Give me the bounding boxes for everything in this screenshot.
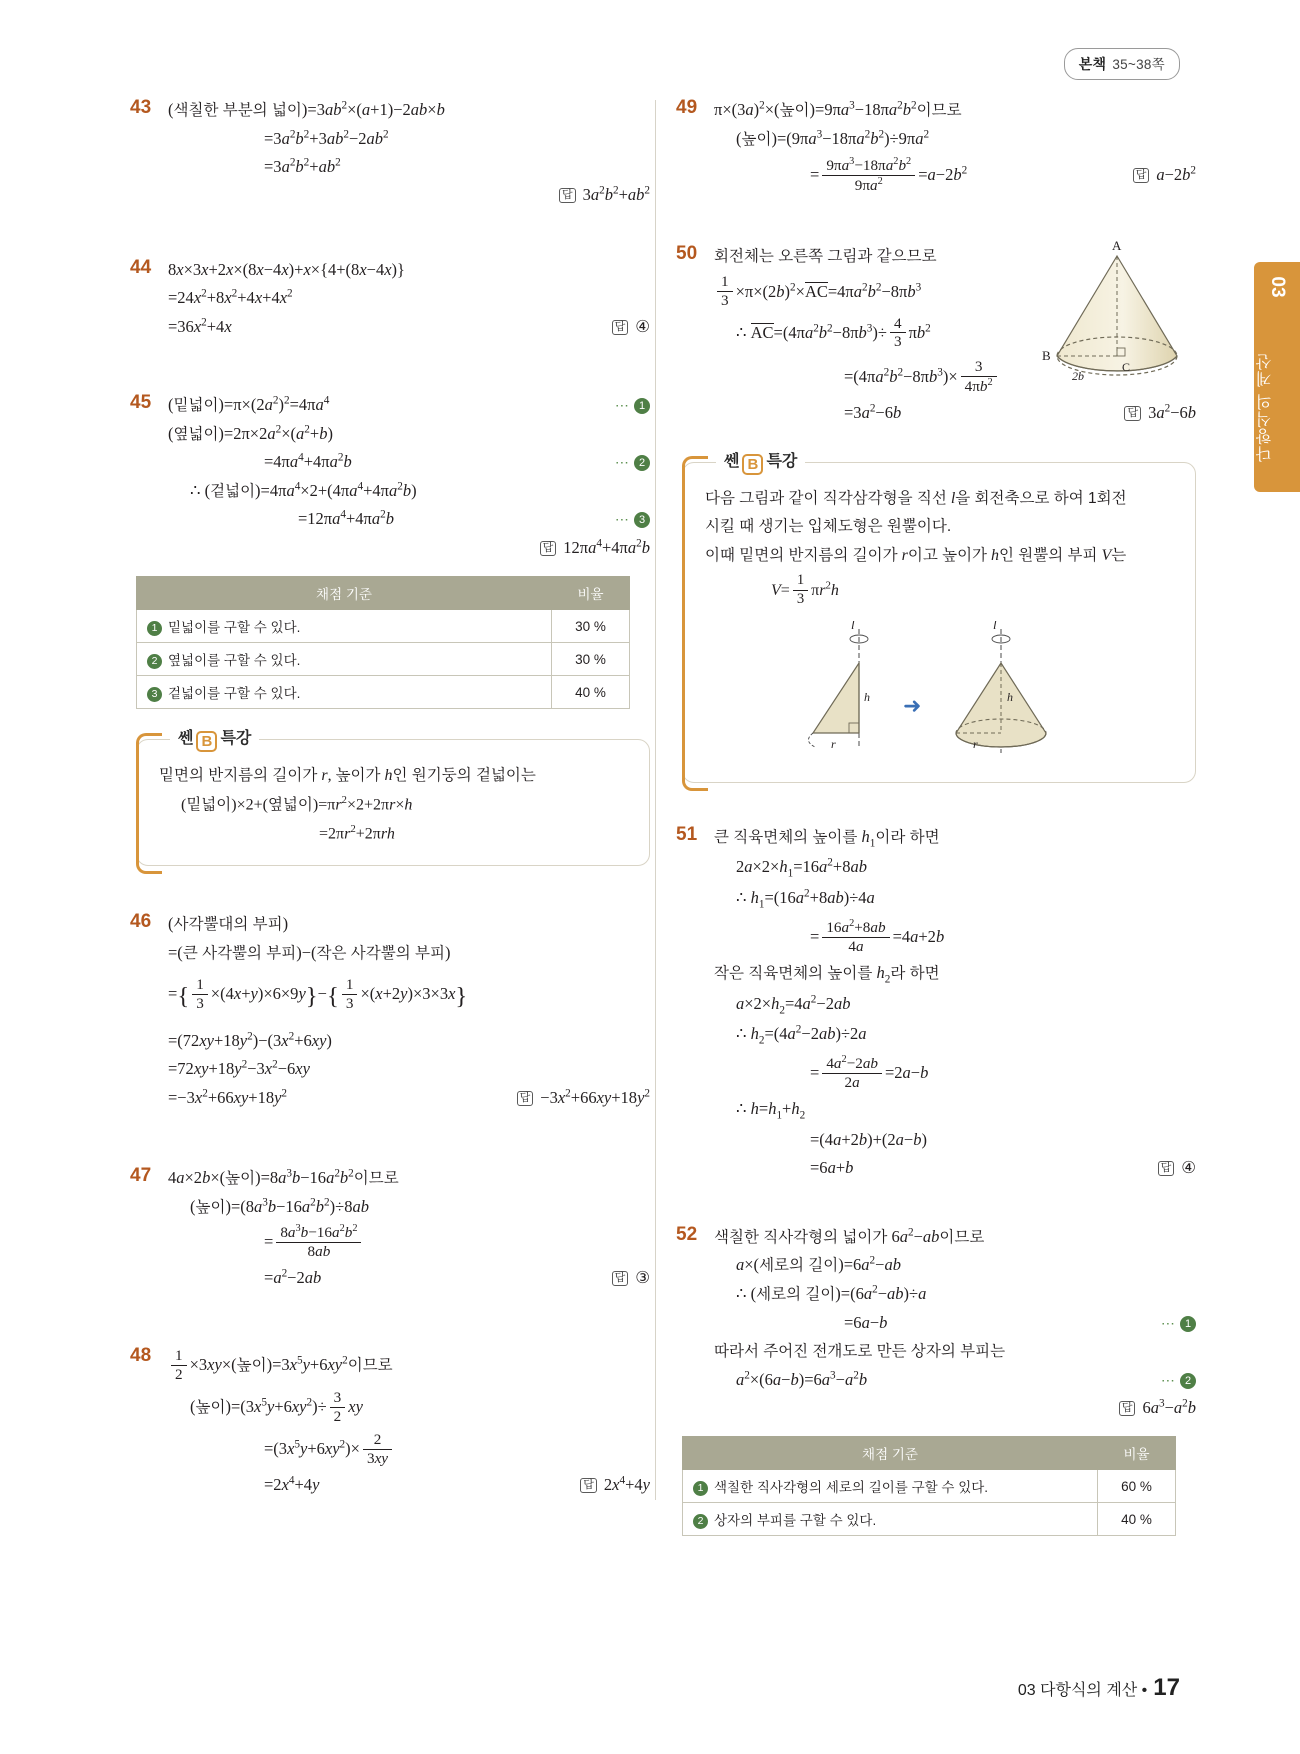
rubric-ratio-cell: 30 %	[552, 643, 630, 676]
rubric-ratio-cell: 30 %	[552, 610, 630, 643]
solution-line: =6a+b 답 ④	[810, 1158, 1196, 1178]
chapter-number: 03	[1267, 276, 1288, 298]
special-box-title	[716, 448, 805, 475]
step-mark: 1	[634, 398, 650, 414]
table-row	[137, 610, 630, 643]
step-mark: 2	[1180, 1373, 1196, 1389]
svg-text:➜: ➜	[903, 692, 922, 718]
answer-row: 답 $6a^3-a^2b$	[714, 1394, 1196, 1422]
svg-text:l: l	[851, 620, 855, 632]
rubric-criteria-header: 채점 기준	[137, 577, 552, 610]
solution-line: $=4\pi a^4+4\pi a^2b$ ⋯ 2	[168, 448, 650, 476]
step-mark: 1	[1180, 1316, 1196, 1332]
solution-line: =(큰 사각뿔의 부피)−(작은 사각뿔의 부피)	[168, 942, 451, 962]
solution-line: $=3a^2b^2+ab^2$	[264, 156, 341, 177]
special-line: 이때 밑면의 반지름의 길이가 r이고 높이가 h인 원뿔의 부피 V는	[705, 547, 1127, 565]
answer-icon: 답	[1119, 1401, 1136, 1416]
solution-line: = $\frac{8a^3b-16a^2b^2}{8ab}$	[168, 1221, 650, 1264]
step-mark: 1	[147, 621, 162, 636]
rubric-criteria-cell	[683, 1503, 1098, 1536]
b-chip-icon: B	[742, 454, 763, 475]
problem-44	[130, 256, 650, 341]
answer-value: ④	[635, 316, 650, 336]
footer-chapter: 03 다항식의 계산 •	[1017, 1682, 1148, 1699]
solution-line: ∴ $h_1=(16a^2+8ab)\div 4a$	[736, 887, 875, 911]
solution-line: =6a−b ⋯ 1	[714, 1309, 1196, 1337]
page-range-badge	[1064, 48, 1180, 80]
problem-51	[676, 823, 1196, 1183]
special-line: $=2\pi r^2+2\pi rh$	[319, 822, 395, 843]
solution-line: 작은 직육면체의 높이를 $h_2$라 하면	[714, 963, 940, 986]
special-line: V= $\frac{1}{3}$ $\pi r^2h$	[771, 572, 839, 607]
rubric-text: 옆넓이를 구할 수 있다.	[168, 653, 301, 668]
solution-line: $\frac{1}{2}$ ×3xy×(높이)$=3x^5y+6xy^2$이므로	[168, 1344, 650, 1386]
solution-line: $=3a^2b^2+3ab^2-2ab^2$	[264, 128, 389, 148]
rubric-criteria-header: 채점 기준	[683, 1437, 1098, 1470]
step-mark: 2	[693, 1514, 708, 1529]
column-divider	[655, 100, 656, 1500]
rubric-ratio-cell: 40 %	[1098, 1503, 1176, 1536]
footer-page-number: 17	[1153, 1674, 1180, 1701]
problem-52	[676, 1223, 1196, 1537]
table-row	[137, 676, 630, 709]
solution-line: ∴ $h=h_1+h_2$	[736, 1099, 806, 1122]
rubric-criteria-cell	[137, 643, 552, 676]
answer-icon: 답	[580, 1478, 597, 1493]
solution-line: $=12\pi a^4+4\pi a^2b$ ⋯ 3	[168, 505, 650, 533]
solution-line: (밑넓이)$=\pi\times(2a^2)^2=4\pi a^4$ ⋯ 1	[168, 391, 650, 420]
solution-line: = $\frac{4a^2-2ab}{2a}$ =2a−b	[810, 1054, 929, 1092]
problem-number: 44	[130, 256, 152, 278]
solution-line: (사각뿔대의 부피)	[168, 914, 289, 934]
table-header-row	[683, 1437, 1176, 1470]
answer-icon: 답	[1158, 1161, 1175, 1176]
answer-icon: 답	[540, 541, 557, 556]
special-box-title	[170, 725, 259, 752]
solution-line: ∴ (세로의 길이)$=(6a^2-ab)\div a$	[736, 1283, 927, 1303]
solution-line: ={ $\frac{1}{3}$ ×(4x+y)×6×9y}−{ $\frac{1}{3}$ ×(x+2y)×3×3x}	[168, 976, 468, 1013]
problem-number: 52	[676, 1223, 698, 1245]
solution-line: (옆넓이)$=2\pi\times 2a^2\times(a^2+b)$	[168, 423, 333, 443]
svg-text:A: A	[1112, 237, 1122, 253]
solution-line: ∴ $AC=(4\pi a^2b^2-8\pi b^3)\div$ $\frac{4}{3}$ $\pi b^2$	[736, 314, 931, 351]
solution-line: $=(4\pi a^2b^2-8\pi b^3)\times$ $\frac{3}{4\pi b^2}$	[714, 355, 1196, 400]
rubric-ratio-cell: 40 %	[552, 676, 630, 709]
step-mark: 2	[634, 455, 650, 471]
table-row	[683, 1503, 1176, 1536]
left-column	[130, 96, 650, 1525]
special-prefix: 쎈	[178, 730, 194, 747]
solution-line: (높이)$=(9\pi a^3-18\pi a^2b^2)\div 9\pi a^2$	[736, 128, 930, 148]
solution-line: 8x×3x+2x×(8x−4x)+x×{4+(8x−4x)}	[168, 259, 405, 279]
svg-text:r: r	[831, 736, 836, 751]
special-line: (밑넓이)×2+(옆넓이)$=\pi r^2\times 2+2\pi r\times h$	[181, 793, 413, 814]
special-box-50	[682, 452, 1196, 783]
answer-icon: 답	[612, 1271, 629, 1286]
problem-48	[130, 1344, 650, 1499]
solution-line: $=(3x^5y+6xy^2)\times$ $\frac{2}{3xy}$	[168, 1428, 650, 1471]
solution-line: $a\times 2\times h_2=4a^2-2ab$	[736, 993, 851, 1016]
special-line: 밑면의 반지름의 길이가 r, 높이가 h인 원기둥의 겉넓이는	[159, 767, 536, 784]
solution-line: 4a×2b×(높이)$=8a^3b-16a^2b^2$이므로	[168, 1167, 399, 1187]
problem-number: 49	[676, 97, 698, 118]
special-suffix: 특강	[766, 452, 798, 470]
answer-value: ③	[635, 1268, 650, 1288]
problem-43	[130, 96, 650, 210]
solution-line: =(4a+2b)+(2a−b)	[810, 1129, 927, 1149]
chapter-side-tab	[1254, 262, 1300, 492]
table-row	[137, 643, 630, 676]
problem-45	[130, 391, 650, 866]
problem-number: 47	[130, 1164, 152, 1186]
solution-line: $=3a^2-6b$ 답 $3a^2-6b$	[844, 402, 1196, 423]
problem-47	[130, 1164, 650, 1293]
problem-number: 51	[676, 823, 698, 845]
rubric-ratio-cell: 60 %	[1098, 1470, 1176, 1503]
answer-icon: 답	[1133, 168, 1150, 183]
page-footer	[1018, 1674, 1180, 1702]
special-prefix: 쎈	[724, 452, 740, 470]
problem-number: 50	[676, 242, 698, 264]
special-line: 시킬 때 생기는 입체도형은 원뿔이다.	[705, 518, 952, 536]
solution-line: 회전체는 오른쪽 그림과 같으므로	[714, 247, 937, 265]
svg-text:l: l	[993, 620, 997, 632]
rubric-text: 색칠한 직사각형의 세로의 길이를 구할 수 있다.	[714, 1480, 989, 1496]
right-column	[676, 96, 1196, 1562]
special-line: 다음 그림과 같이 직각삼각형을 직선 l을 회전축으로 하여 1회전	[705, 489, 1127, 507]
rotation-figure	[705, 621, 1177, 772]
svg-text:r: r	[973, 736, 978, 751]
problem-number: 46	[130, 911, 152, 933]
rubric-ratio-header: 비율	[1098, 1437, 1176, 1470]
svg-text:B: B	[1042, 347, 1051, 363]
rubric-table-45	[136, 576, 630, 709]
solution-line: 큰 직육면체의 높이를 $h_1$이라 하면	[714, 826, 940, 850]
solution-line: $=24x^2+8x^2+4x+4x^2$	[168, 287, 293, 308]
solution-line: ∴ (겉넓이)$=4\pi a^4\times 2+(4\pi a^4+4\pi a^2b)$	[190, 480, 417, 500]
rubric-ratio-header: 비율	[552, 577, 630, 610]
solution-line: a×(세로의 길이)$=6a^2-ab$	[736, 1254, 901, 1275]
rubric-criteria-cell	[137, 676, 552, 709]
b-chip-icon: B	[196, 731, 217, 752]
solution-line: $\pi\times(3a)^2\times$(높이)$=9\pi a^3-18\pi a^2b^2$이므로	[714, 99, 962, 119]
rubric-table-52	[682, 1436, 1176, 1536]
problem-number: 43	[130, 97, 152, 118]
solution-line: $=a^2-2ab$ 답 ③	[264, 1267, 650, 1288]
step-mark: 3	[634, 512, 650, 528]
chapter-title: 다항식의 계산	[1257, 352, 1274, 462]
solution-line: $=(72xy+18y^2)-(3x^2+6xy)$	[168, 1030, 332, 1050]
problem-46	[130, 910, 650, 1112]
solution-line: $=-3x^2+66xy+18y^2$ 답 $-3x^2+66xy+18y^2$	[168, 1087, 650, 1107]
solution-line: (높이)$=(3x^5y+6xy^2)\div$ $\frac{3}{2}$ xy	[190, 1389, 363, 1425]
rubric-text: 겉넓이를 구할 수 있다.	[168, 686, 301, 701]
solution-line: 따라서 주어진 전개도로 만든 상자의 부피는	[714, 1343, 1006, 1360]
answer-icon: 답	[559, 188, 576, 203]
table-header-row	[137, 577, 630, 610]
solution-line: $=2x^4+4y$ 답 $2x^4+4y$	[264, 1474, 650, 1494]
solution-line: = $\frac{9\pi a^3-18\pi a^2b^2}{9\pi a^2}$ $=a-2b^2$ 답 $a-2b^2$	[810, 156, 1196, 195]
solution-line: = $\frac{16a^2+8ab}{4a}$ =4a+2b	[810, 917, 945, 955]
solution-line: $2a\times 2\times h_1=16a^2+8ab$	[736, 856, 867, 880]
step-mark: 2	[147, 654, 162, 669]
special-box-45	[136, 730, 650, 866]
solution-line: 색칠한 직사각형의 넓이가 $6a^2-ab$이므로	[714, 1226, 985, 1246]
answer-row: 답 $12\pi a^4+4\pi a^2b$	[168, 534, 650, 562]
rubric-criteria-cell	[683, 1470, 1098, 1503]
svg-text:h: h	[864, 689, 870, 704]
solution-line: $\frac{1}{3}$ $\times\pi\times(2b)^2\times AC=4\pi a^2b^2-8\pi b^3$	[714, 271, 1196, 312]
problem-50	[676, 237, 1196, 783]
problem-number: 45	[130, 391, 152, 413]
svg-text:h: h	[1007, 689, 1013, 704]
problem-49	[676, 96, 1196, 198]
solution-line: $=36x^2+4x$ 답 ④	[168, 316, 650, 336]
answer-value: ④	[1181, 1158, 1196, 1178]
solution-line: (높이)$=(8a^3b-16a^2b^2)\div 8ab$	[190, 1196, 369, 1216]
answer-icon: 답	[612, 320, 629, 335]
rubric-text: 밑넓이를 구할 수 있다.	[168, 620, 301, 635]
step-mark: 3	[147, 687, 162, 702]
answer-icon: 답	[517, 1091, 534, 1106]
solution-line: $=72xy+18y^2-3x^2-6xy$	[168, 1058, 310, 1079]
step-mark: 1	[693, 1481, 708, 1496]
page-range-value: 35~38쪽	[1112, 57, 1165, 72]
problem-number: 48	[130, 1345, 152, 1367]
special-suffix: 특강	[220, 730, 252, 747]
solution-line: $a^2\times(6a-b)=6a^3-a^2b$ ⋯ 2	[714, 1366, 1196, 1394]
svg-text:C: C	[1122, 359, 1131, 374]
answer-icon: 답	[1124, 406, 1141, 421]
svg-text:2b: 2b	[1072, 368, 1084, 383]
rubric-text: 상자의 부피를 구할 수 있다.	[714, 1513, 877, 1529]
table-row	[683, 1470, 1176, 1503]
page-range-label: 본책	[1078, 56, 1107, 72]
solution-line: ∴ $h_2=(4a^2-2ab)\div 2a$	[736, 1023, 867, 1047]
rubric-criteria-cell	[137, 610, 552, 643]
answer-row: 답 $3a^2b^2+ab^2$	[168, 181, 650, 209]
solution-line: (색칠한 부분의 넓이)$=3ab^2\times(a+1)-2ab\times b$	[168, 99, 445, 119]
